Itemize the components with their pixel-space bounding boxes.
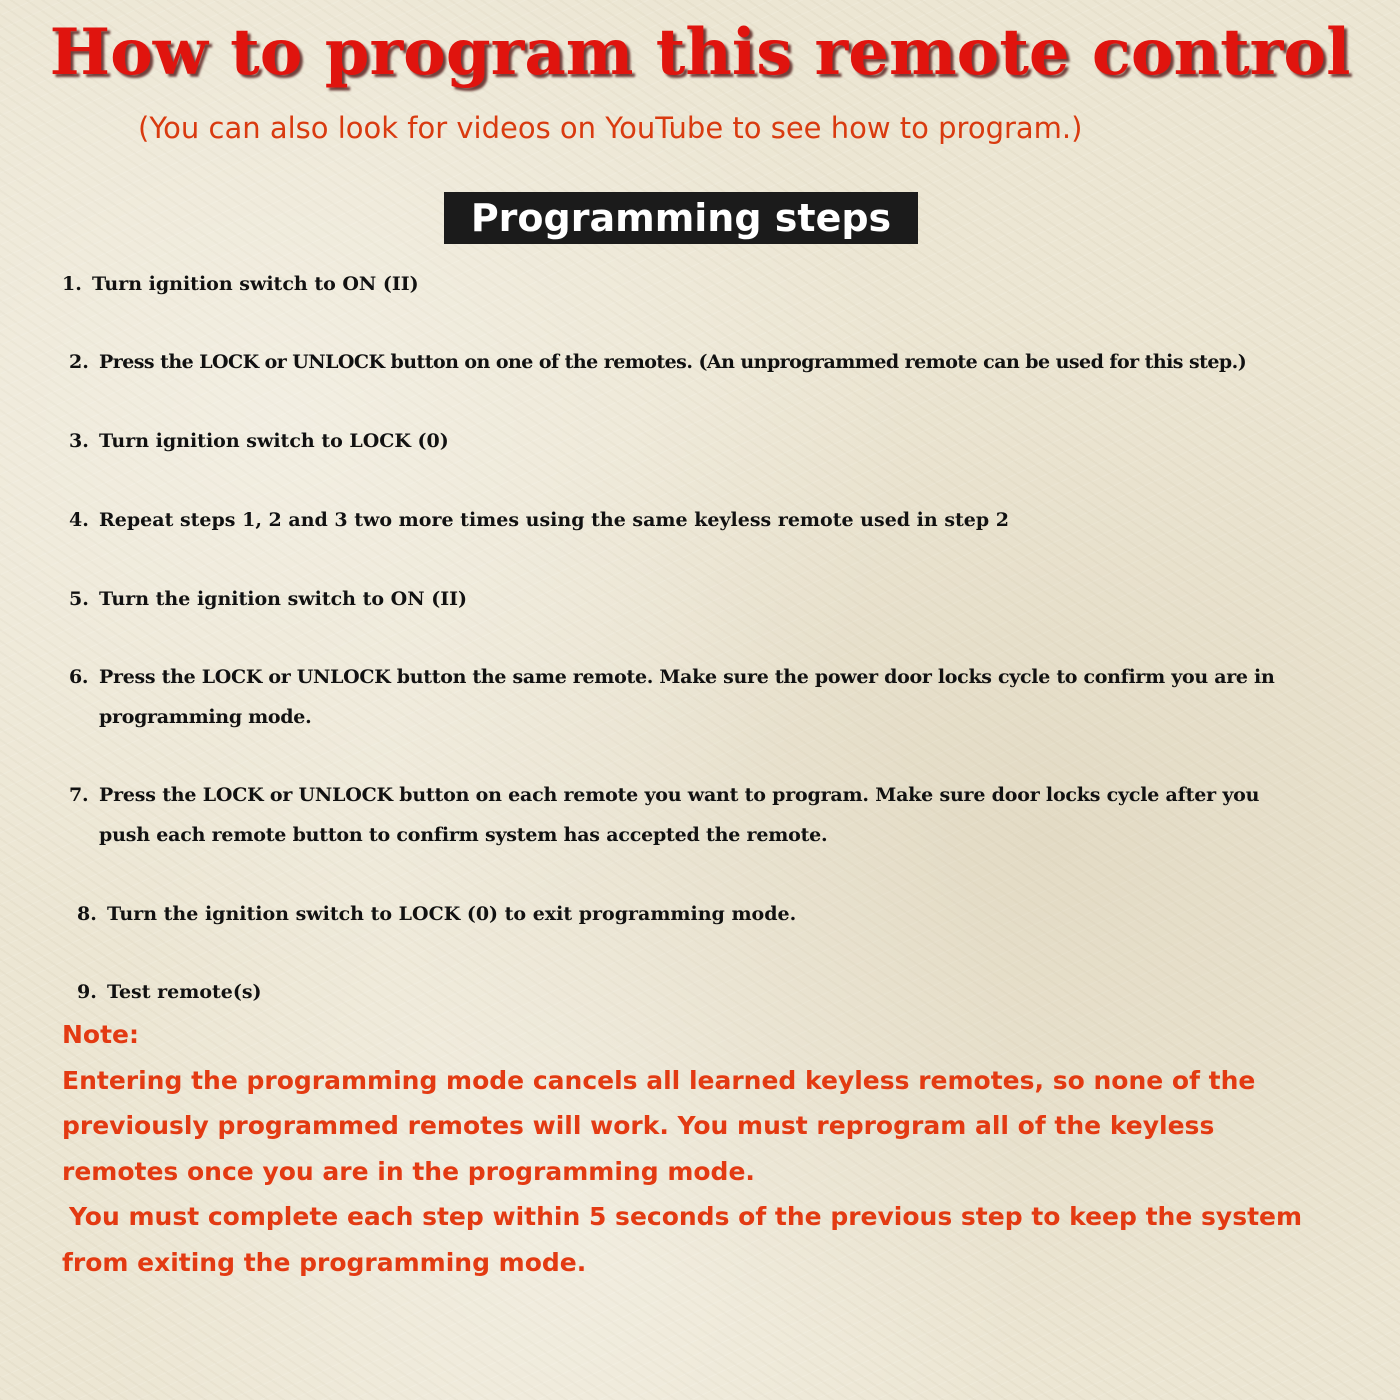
step-number: 3. (69, 430, 89, 452)
step-number: 9. (77, 981, 97, 1003)
step-text: Press the LOCK or UNLOCK button on one of the remotes. (An unprogrammed remote can be used for this step.) (99, 351, 1247, 373)
step-text: Repeat steps 1, 2 and 3 two more times using the same keyless remote used in step 2 (99, 509, 1010, 531)
note-label: Note: (62, 1020, 140, 1049)
step-text: Turn ignition switch to ON (II) (92, 273, 419, 295)
note-line: from exiting the programming mode. (62, 1247, 587, 1277)
step-number: 5. (69, 588, 89, 610)
step-text-continued: programming mode. (99, 706, 312, 728)
step-text: Press the LOCK or UNLOCK button the same remote. Make sure the power door locks cycle to confirm you are in (99, 666, 1275, 688)
step-number: 8. (77, 903, 97, 925)
step-number: 7. (69, 784, 89, 806)
note-line: You must complete each step within 5 seconds of the previous step to keep the system (69, 1202, 1303, 1231)
note-section (62, 1012, 1352, 1285)
step-text-continued: push each remote button to confirm system has accepted the remote. (99, 824, 828, 846)
step-6 (69, 657, 1274, 737)
step-text: Press the LOCK or UNLOCK button on each remote you want to program. Make sure door locks cycle after you (99, 784, 1260, 806)
note-line: remotes once you are in the programming mode. (62, 1156, 755, 1186)
step-number: 6. (69, 666, 89, 688)
subtitle: (You can also look for videos on YouTube to see how to program.) (138, 111, 1083, 145)
step-3 (69, 421, 449, 461)
note-line: previously programmed remotes will work. You must reprogram all of the keyless (62, 1111, 1215, 1140)
step-8 (77, 894, 796, 934)
step-7 (69, 775, 1259, 855)
step-4 (69, 500, 1009, 540)
steps-heading: Programming steps (444, 192, 918, 244)
step-1 (62, 264, 419, 304)
step-number: 4. (69, 509, 89, 531)
step-text: Turn ignition switch to LOCK (0) (99, 430, 449, 452)
step-number: 2. (69, 351, 89, 373)
page-title: How to program this remote control (49, 15, 1351, 90)
step-text: Turn the ignition switch to ON (II) (99, 588, 467, 610)
step-9 (77, 972, 262, 1012)
step-text: Test remote(s) (107, 981, 262, 1003)
note-line: Entering the programming mode cancels all learned keyless remotes, so none of the (62, 1065, 1256, 1095)
step-text: Turn the ignition switch to LOCK (0) to exit programming mode. (107, 903, 797, 925)
step-2 (69, 342, 1246, 382)
step-5 (69, 579, 467, 619)
step-number: 1. (62, 273, 82, 295)
